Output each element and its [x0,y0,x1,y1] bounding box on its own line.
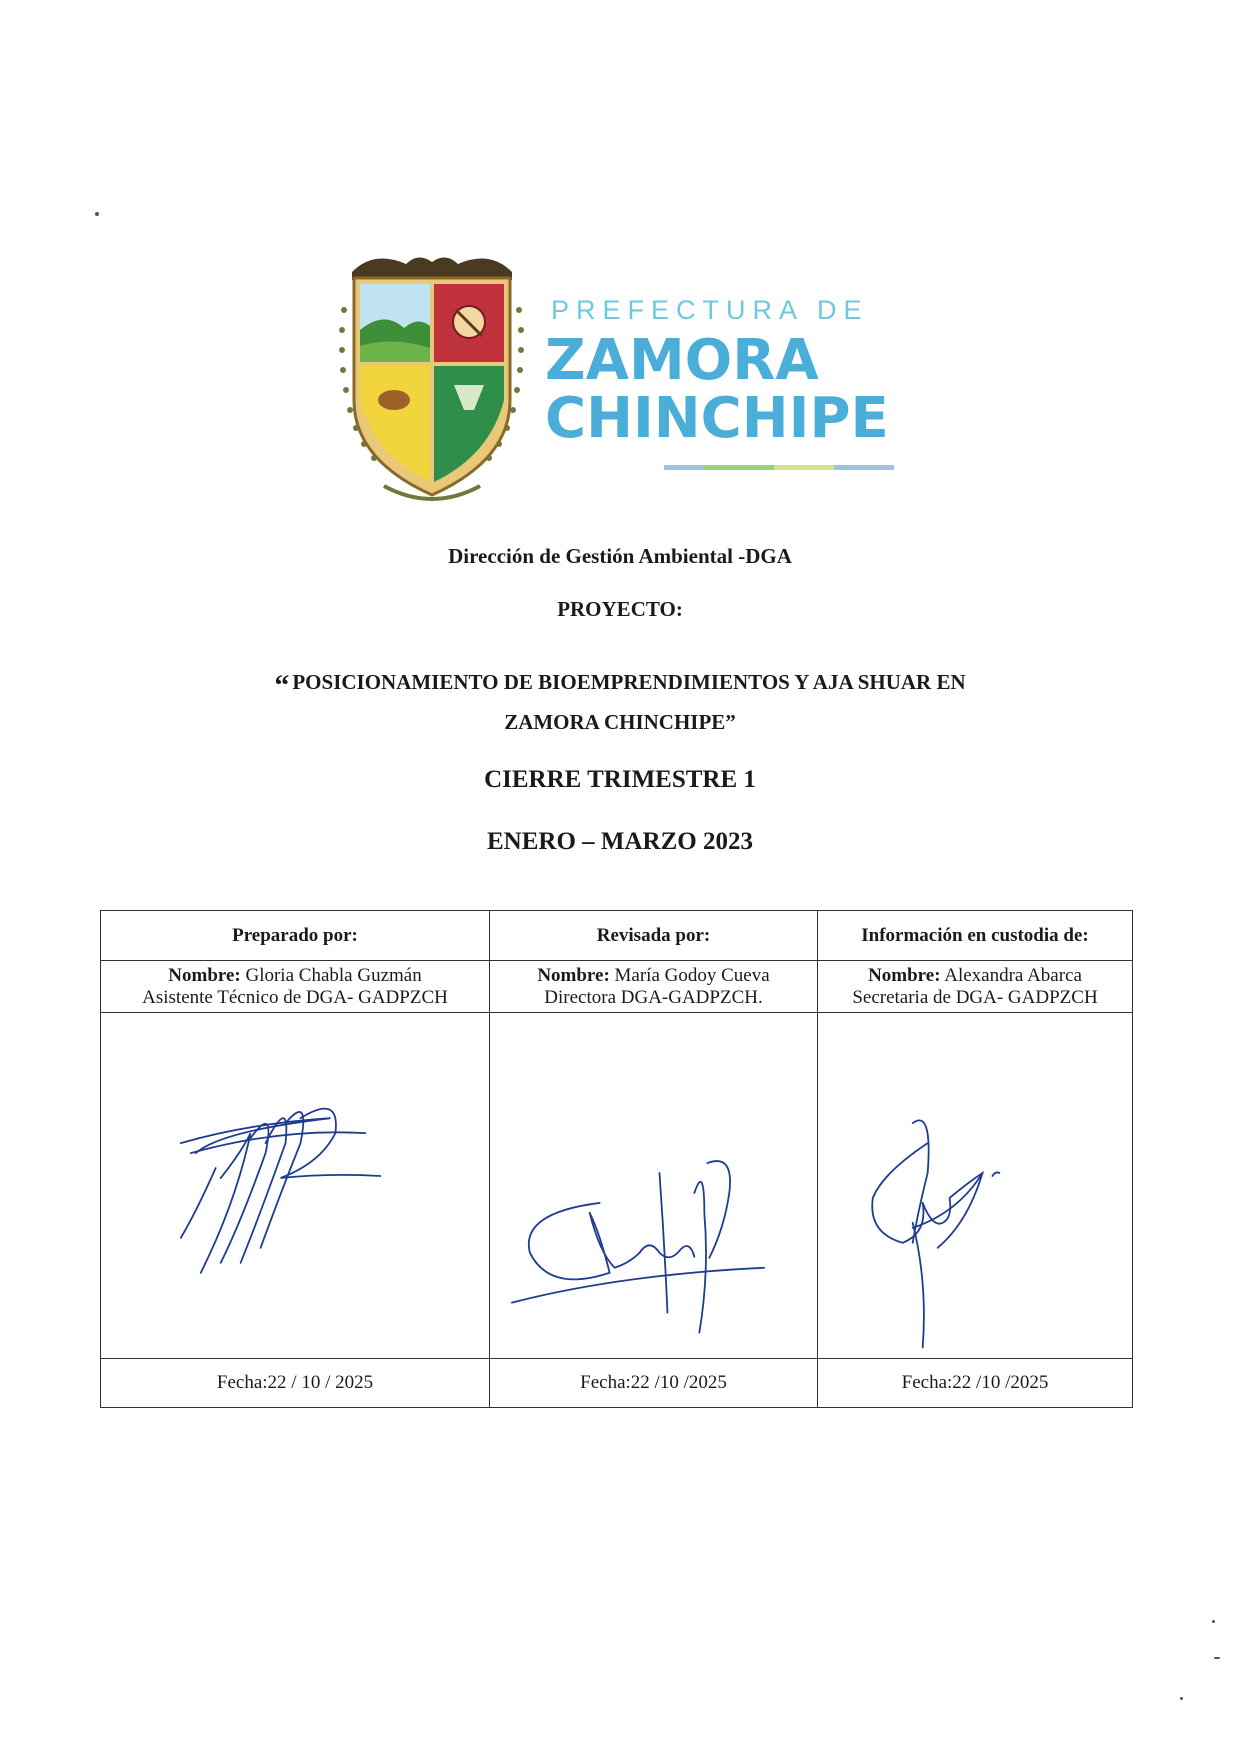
logo-color-bar [664,465,894,470]
name-label: Nombre: [537,964,610,986]
person-name: María Godoy Cueva [614,964,770,986]
opening-quote: “ [274,669,290,702]
name-label: Nombre: [168,964,241,986]
logo-line-chinchipe: CHINCHIPE [545,386,889,451]
person-role: Directora DGA-GADPZCH. [544,986,763,1008]
table-name-row [101,961,1133,1013]
project-label: PROYECTO: [557,597,683,621]
date-preparer: Fecha:22 / 10 / 2025 [101,1359,490,1408]
logo-line-zamora: ZAMORA [545,328,819,393]
table-date-row [101,1359,1133,1408]
project-title-line-1 [120,663,1120,702]
handwritten-signature-icon [101,1013,489,1358]
period-heading: ENERO – MARZO 2023 [487,828,753,855]
person-cell-custodian [818,961,1133,1013]
scan-speck [1180,1697,1183,1700]
coat-of-arms-icon [334,250,529,510]
signature-cell-custodian [818,1013,1133,1359]
table-signature-row [101,1013,1133,1359]
logo-wordmark [545,295,905,451]
header-prepared-by: Preparado por: [101,911,490,961]
person-role: Secretaria de DGA- GADPZCH [852,986,1098,1008]
header-reviewed-by: Revisada por: [490,911,818,961]
person-role: Asistente Técnico de DGA- GADPZCH [142,986,448,1008]
header-custody-of: Información en custodia de: [818,911,1133,961]
handwritten-signature-icon [490,1013,817,1358]
scan-speck [95,212,99,216]
person-name: Gloria Chabla Guzmán [245,964,422,986]
scan-speck [1214,1657,1220,1659]
project-title-text-1: POSICIONAMIENTO DE BIOEMPRENDIMIENTOS Y AJA SHUAR EN [292,670,966,694]
date-reviewer: Fecha:22 /10 /2025 [490,1359,818,1408]
table-header-row [101,911,1133,961]
date-custodian: Fecha:22 /10 /2025 [818,1359,1133,1408]
signature-cell-reviewer [490,1013,818,1359]
direction-heading: Dirección de Gestión Ambiental -DGA [448,544,792,568]
name-label: Nombre: [868,964,941,986]
logo-line-prefectura: PREFECTURA DE [551,295,869,325]
signature-table [100,910,1133,1408]
closing-heading: CIERRE TRIMESTRE 1 [484,766,756,793]
scan-speck [1212,1620,1215,1623]
handwritten-signature-icon [818,1013,1132,1358]
signature-cell-preparer [101,1013,490,1359]
project-title-line-2: ZAMORA CHINCHIPE” [504,710,736,734]
person-cell-reviewer [490,961,818,1013]
person-name: Alexandra Abarca [944,964,1082,986]
person-cell-preparer [101,961,490,1013]
